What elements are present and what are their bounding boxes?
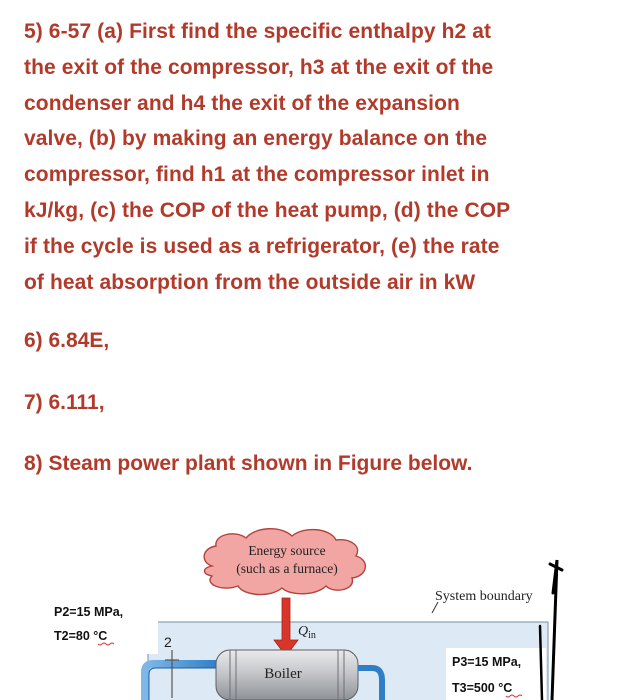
energy-source-label: Energy source xyxy=(248,543,326,558)
energy-source-sublabel: (such as a furnace) xyxy=(236,561,338,576)
question-5-text xyxy=(24,14,609,300)
question-7-text: 7) 6.111, xyxy=(24,391,105,414)
question-5-line: kJ/kg, (c) the COP of the heat pump, (d) the COP xyxy=(24,198,511,222)
state-3-pressure: P3=15 MPa, xyxy=(452,655,522,669)
question-8-text: 8) Steam power plant shown in Figure below. xyxy=(24,452,473,475)
question-5-line: condenser and h4 the exit of the expansion xyxy=(24,91,460,115)
boiler-label: Boiler xyxy=(264,666,302,682)
question-5-line: if the cycle is used as a refrigerator, (e) the rate xyxy=(24,234,500,258)
hand-drawn-line xyxy=(550,560,562,700)
question-6-text: 6) 6.84E, xyxy=(24,329,110,352)
system-boundary-label: System boundary xyxy=(435,589,533,604)
state-2-pressure: P2=15 MPa, xyxy=(54,605,124,619)
state-2-number: 2 xyxy=(164,634,172,650)
state-3-temperature: T3=500 °C xyxy=(452,681,513,695)
question-5-line: valve, (b) by making an energy balance on the xyxy=(24,127,488,151)
q-in-symbol: Q xyxy=(298,624,309,639)
question-5-line: of heat absorption from the outside air in kW xyxy=(24,270,476,294)
steam-power-plant-figure xyxy=(0,500,618,700)
question-5-line: 5) 6-57 (a) First find the specific enthalpy h2 at xyxy=(24,20,492,43)
question-5-line: the exit of the compressor, h3 at the exit of the xyxy=(24,55,494,79)
q-in-subscript: in xyxy=(308,630,316,641)
state-2-temperature: T2=80 °C xyxy=(54,629,108,643)
question-5-line: compressor, find h1 at the compressor inlet in xyxy=(24,163,490,187)
